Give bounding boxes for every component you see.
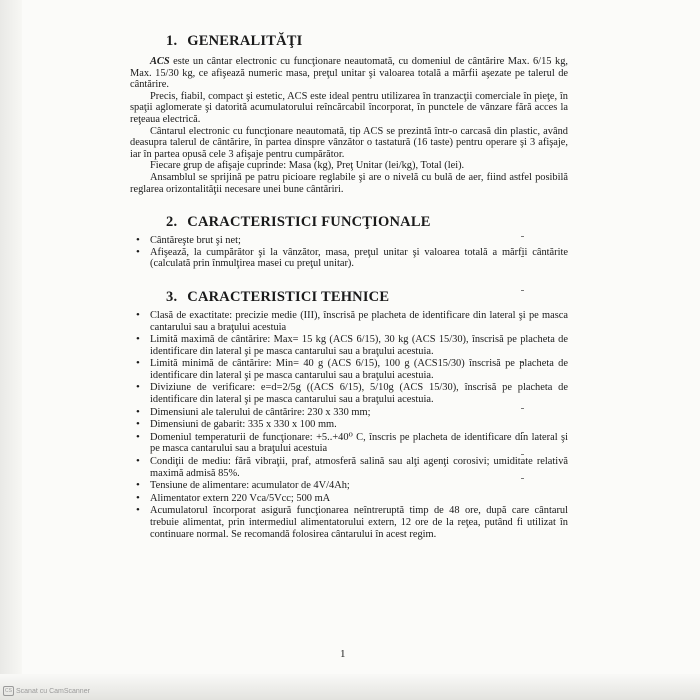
paragraph-4: Fiecare grup de afişaje cuprinde: Masa (kg), Preţ Unitar (lei/kg), Total (lei). [150, 160, 465, 172]
list-item: • Clasă de exactitate: precizie medie (III), înscrisă pe placheta de identificare din lateral şi pe masca cantarului sau a braţului acestuia [130, 310, 568, 333]
camscanner-logo-icon: CS [3, 686, 14, 696]
document-content [130, 32, 568, 541]
section-1-heading [130, 32, 568, 50]
section-2-heading [130, 213, 568, 231]
section-2-title: CARACTERISTICI FUNCŢIONALE [187, 214, 431, 231]
paragraph-1 [130, 56, 568, 91]
scanner-watermark-text: Scanat cu CamScanner [16, 687, 90, 695]
list-item: • Cântăreşte brut şi net; [130, 235, 568, 247]
list-item: • Limită minimă de cântărire: Min= 40 g (ACS 6/15), 100 g (ACS15/30) înscrisă pe placheta de identificare din lateral şi pe masca cantarului sau a braţului acestuia. [130, 358, 568, 381]
paragraph-3: Cântarul electronic cu funcţionare neautomată, tip ACS se prezintă într-o carcasă din plastic, având deasupra talerul de cântărire, în partea dinspre vânzător o tastatură (16 taste) pentru operare şi 3 afişaje, iar în partea opusă cele 3 afişaje pentru cumpărător. [130, 125, 568, 160]
section-3-list [130, 310, 568, 540]
paragraph-1-text: este un cântar electronic cu funcţionare neautomată, cu domeniul de cântărire Max. 6/15 kg, Max. 15/30 kg, ce afişează numeric masa, preţul unitar şi valoarea totală a mărfii aşezate pe talerul de cântărire. [130, 56, 568, 91]
section-3 [130, 288, 568, 540]
scan-bottom-shadow [0, 674, 700, 700]
page-number: 1 [340, 648, 346, 660]
paragraph-2: Precis, fiabil, compact şi estetic, ACS este ideal pentru utilizarea în tranzacţii comerciale în pieţe, în spaţii aglomerate şi datorită acumulatorului reîncărcabil încorporat, în punctele de vânzare fără acces la reţeaua electrică. [130, 90, 568, 125]
list-item: • Dimensiuni de gabarit: 335 x 330 x 100 mm. [130, 419, 568, 431]
section-3-heading [130, 288, 568, 306]
brand-acs: ACS [150, 56, 170, 67]
section-1-body [130, 56, 568, 195]
list-item: • Acumulatorul încorporat asigură funcţionarea neîntreruptă timp de 48 ore, după care cântarul trebuie alimentat, prin intermediul alimentatorului extern, 12 ore de la reţea, putând fi utilizat în continuare normal. Se recomandă folosirea cântarului în acest regim. [130, 505, 568, 540]
paragraph-5: Ansamblul se sprijină pe patru picioare reglabile şi are o nivelă cu bulă de aer, fiind astfel posibilă reglarea orizontalităţii necesare unei bune cântăriri. [130, 171, 568, 195]
section-3-title: CARACTERISTICI TEHNICE [187, 288, 390, 305]
section-1-number: 1. [166, 33, 178, 49]
list-item: • Dimensiuni ale talerului de cântărire: 230 x 330 mm; [130, 407, 568, 419]
list-item: • Domeniul temperaturii de funcţionare: +5..+40⁰ C, înscris pe placheta de identificare din lateral şi pe masca cantarului sau a braţului acestuia [130, 432, 568, 455]
section-2 [130, 213, 568, 270]
section-1-title: GENERALITĂŢI [187, 33, 303, 49]
section-3-number: 3. [166, 288, 178, 305]
list-item: • Diviziune de verificare: e=d=2/5g ((ACS 6/15), 5/10g (ACS 15/30), înscrisă pe placheta de identificare din lateral şi pe masca cantarului sau a braţului acestuia. [130, 382, 568, 405]
section-2-list [130, 235, 568, 270]
list-item: • Afişează, la cumpărător şi la vânzător, masa, preţul unitar şi valoarea totală a mărfii cântărite (calculată prin înmulţirea masei cu preţul unitar). [130, 247, 568, 270]
list-item: • Limită maximă de cântărire: Max= 15 kg (ACS 6/15), 30 kg (ACS 15/30), înscrisă pe placheta de identificare din lateral şi pe masca cantarului sau a braţului acestuia. [130, 334, 568, 357]
section-2-number: 2. [166, 214, 178, 231]
list-item: • Alimentator extern 220 Vca/5Vcc; 500 mA [130, 493, 568, 505]
list-item: • Tensiune de alimentare: acumulator de 4V/4Ah; [130, 480, 568, 492]
scanner-watermark [3, 686, 90, 696]
scan-left-shadow [0, 0, 22, 700]
list-item: • Condiţii de mediu: fără vibraţii, praf, atmosferă salină sau alţi agenţi corosivi; umiditate relativă maximă admisă 85%. [130, 456, 568, 479]
